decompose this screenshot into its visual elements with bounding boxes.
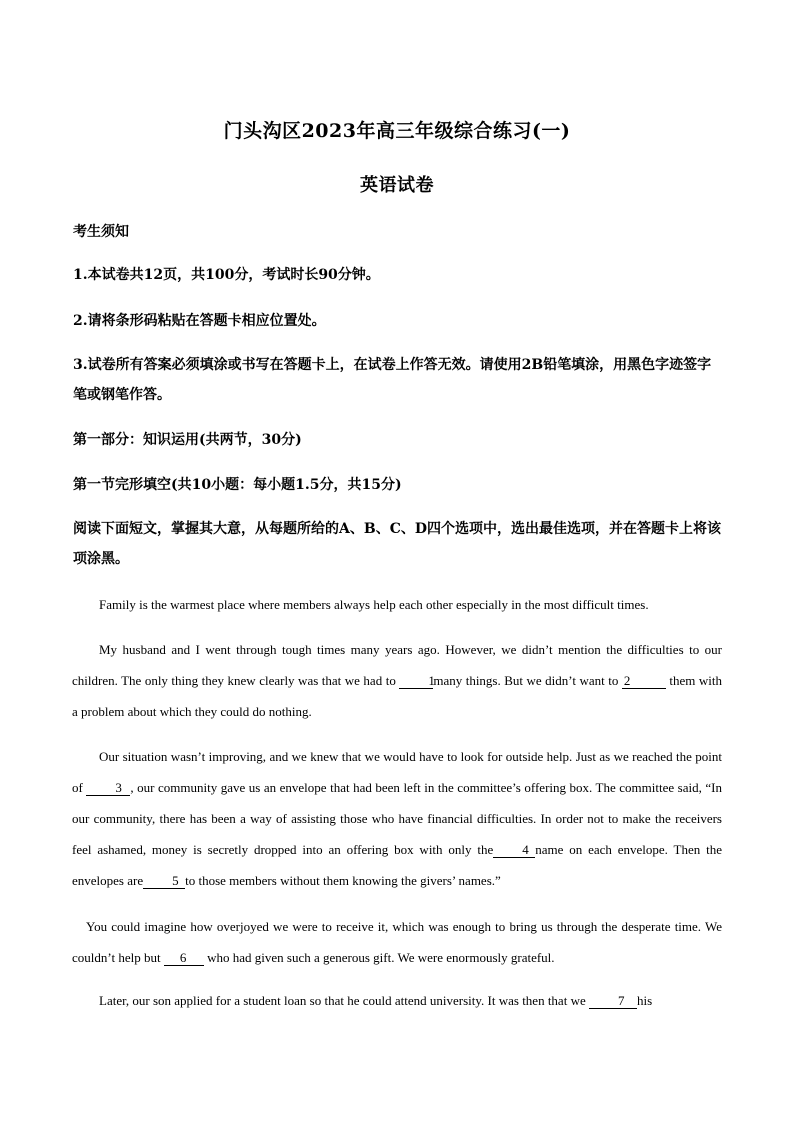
blank-2: 2 [622, 674, 666, 689]
notice-item-1: 1.本试卷共12页，共100分，考试时长90分钟。 [73, 267, 380, 283]
notice-heading: 考生须知 [73, 224, 129, 240]
passage-text: Family is the warmest place where members always help each other especially in the most difficult times. [99, 597, 649, 612]
passage-paragraph-5 [72, 985, 722, 1016]
blank-1: 1 [399, 674, 433, 689]
passage-text: You could imagine how overjoyed we were to receive it, which was enough to bring us through the desperate time. We couldn’t help but [72, 919, 722, 965]
passage-paragraph-2 [72, 634, 722, 727]
section-part-heading: 第一部分：知识运用(共两节，30分) [73, 432, 302, 448]
passage-text: them with a problem about which they could do nothing. [72, 673, 722, 719]
passage-text: name on each envelope. Then the envelopes are [72, 842, 722, 888]
passage-text: to those members without them knowing the givers’ names.” [185, 873, 501, 888]
passage-paragraph-3 [72, 741, 722, 896]
passage-text: who had given such a generous gift. We were enormously grateful. [203, 950, 555, 965]
passage-text: My husband and I went through tough times many years ago. However, we didn’t mention the difficulties to our children. The only thing they knew clearly was that we had to [72, 642, 722, 688]
passage-paragraph-4 [72, 911, 722, 973]
section-directions: 阅读下面短文，掌握其大意，从每题所给的A、B、C、D四个选项中，选出最佳选项，并在答题卡上将该项涂黑。 [73, 521, 721, 567]
passage-text: Our situation wasn’t improving, and we knew that we would have to look for outside help. Just as we reached the point of [72, 749, 722, 795]
passage-text: , our community gave us an envelope that had been left in the committee’s offering box. The committee said, “In our community, there has been a way of assisting those who have financial difficulties. In order not to make the receivers feel ashamed, money is secretly dropped into an offering box with only the [72, 780, 722, 857]
blank-7: 7 [589, 994, 637, 1009]
exam-title: 门头沟区2023年高三年级综合练习(一) [223, 120, 571, 142]
passage-text: many things. But we didn’t want to [433, 673, 622, 688]
exam-subtitle: 英语试卷 [360, 175, 434, 196]
blank-3: 3 [86, 781, 130, 796]
section-sub-heading: 第一节完形填空(共10小题：每小题1.5分，共15分) [73, 477, 402, 493]
blank-4: 4 [493, 843, 535, 858]
passage-text: his [636, 993, 653, 1008]
notice-item-2: 2.请将条形码粘贴在答题卡相应位置处。 [73, 313, 326, 329]
notice-item-3: 3.试卷所有答案必须填涂或书写在答题卡上，在试卷上作答无效。请使用2B铅笔填涂，用黑色字迹签字笔或钢笔作答。 [73, 357, 712, 403]
blank-5: 5 [143, 874, 185, 889]
passage-paragraph-1 [72, 589, 722, 620]
passage-text: Later, our son applied for a student loan so that he could attend university. It was then that we [99, 993, 589, 1008]
blank-6: 6 [164, 951, 204, 966]
